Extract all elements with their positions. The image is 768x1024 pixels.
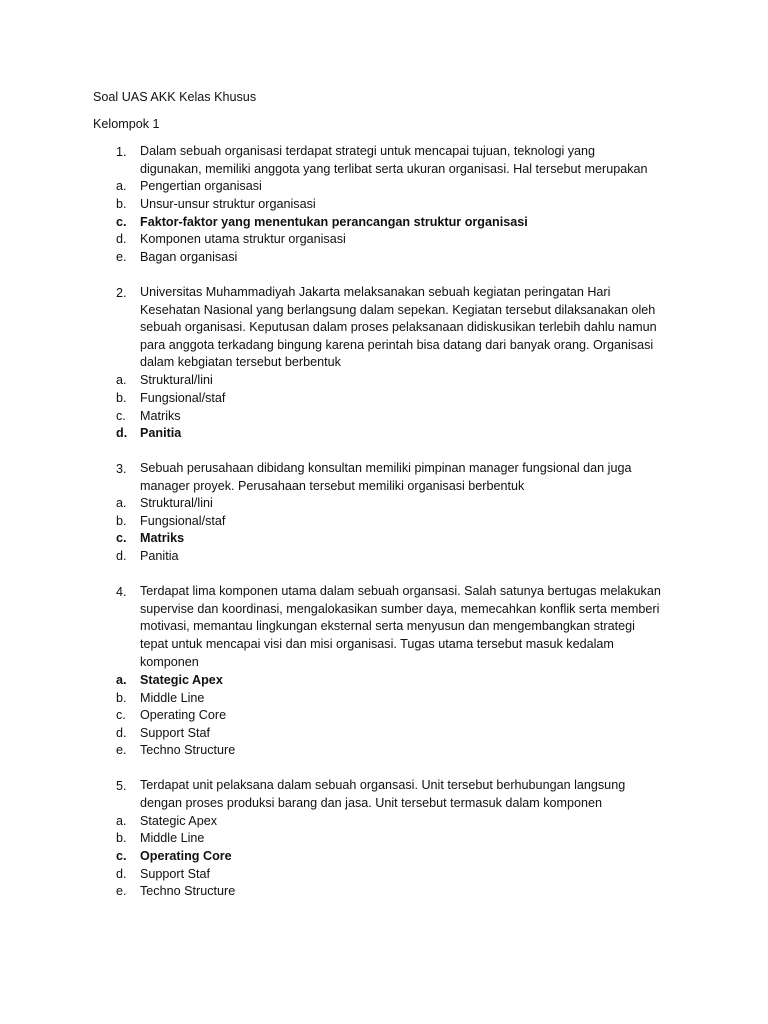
option-text: Stategic Apex (140, 673, 223, 687)
document-title: Soal UAS AKK Kelas Khusus (93, 90, 257, 104)
option-text: Struktural/lini (140, 496, 213, 510)
option-letter: a. (116, 179, 127, 193)
question-4-option-e (116, 742, 235, 758)
question-5-option-c (116, 848, 232, 864)
question-4-line-3: motivasi, memantau lingkungan eksternal serta menyusun dan mengembangkan strategi (140, 619, 635, 633)
option-letter: b. (116, 831, 127, 845)
question-4-option-d (116, 725, 210, 741)
question-5-number: 5. (116, 779, 127, 793)
option-text: Middle Line (140, 831, 205, 845)
question-5-line-2: dengan proses produksi barang dan jasa. Unit tersebut termasuk dalam komponen (140, 796, 603, 810)
question-5-line-1: Terdapat unit pelaksana dalam sebuah organsasi. Unit tersebut berhubungan langsung (140, 778, 626, 792)
question-2-line-2: Kesehatan Nasional yang berlangsung dalam sepekan. Kegiatan tersebut dilaksanakan oleh (140, 303, 656, 317)
option-letter: a. (116, 373, 127, 387)
option-letter: b. (116, 197, 127, 211)
option-letter: d. (116, 426, 128, 440)
option-text: Struktural/lini (140, 373, 213, 387)
question-1-option-b (116, 196, 316, 212)
option-letter: e. (116, 250, 127, 264)
question-4-option-a (116, 672, 223, 688)
option-text: Komponen utama struktur organisasi (140, 232, 346, 246)
option-text: Bagan organisasi (140, 250, 238, 264)
question-2-line-3: sebuah organisasi. Keputusan dalam proses pelaksanaan didiskusikan terlebih dahlu namun (140, 320, 657, 334)
question-3-line-2: manager proyek. Perusahaan tersebut memiliki organisasi berbentuk (140, 479, 525, 493)
option-text: Support Staf (140, 726, 211, 740)
question-1-option-c (116, 214, 528, 230)
question-4-line-5: komponen (140, 655, 199, 669)
option-text: Faktor-faktor yang menentukan perancangan struktur organisasi (140, 215, 528, 229)
option-letter: b. (116, 391, 127, 405)
question-2-option-d (116, 425, 181, 441)
question-4-number: 4. (116, 585, 127, 599)
option-letter: b. (116, 514, 127, 528)
option-letter: c. (116, 409, 126, 423)
option-text: Techno Structure (140, 743, 236, 757)
question-4-line-1: Terdapat lima komponen utama dalam sebuah organsasi. Salah satunya bertugas melakukan (140, 584, 661, 598)
option-letter: c. (116, 531, 127, 545)
question-2-option-c (116, 408, 181, 424)
question-4-line-2: supervise dan koordinasi, mengalokasikan sumber daya, memecahkan konflik serta memberi (140, 602, 660, 616)
option-letter: c. (116, 849, 127, 863)
option-letter: d. (116, 867, 127, 881)
option-letter: e. (116, 743, 127, 757)
option-letter: d. (116, 549, 127, 563)
question-3-option-d (116, 548, 179, 564)
question-3-option-a (116, 495, 213, 511)
question-2-number: 2. (116, 286, 127, 300)
option-letter: d. (116, 726, 127, 740)
question-2-option-b (116, 390, 225, 406)
option-text: Fungsional/staf (140, 514, 226, 528)
option-letter: a. (116, 496, 127, 510)
option-letter: d. (116, 232, 127, 246)
option-letter: a. (116, 673, 127, 687)
question-5-option-a (116, 813, 217, 829)
question-1-line-1: Dalam sebuah organisasi terdapat strategi untuk mencapai tujuan, teknologi yang (140, 144, 596, 158)
question-5-option-b (116, 830, 204, 846)
option-text: Stategic Apex (140, 814, 218, 828)
option-text: Support Staf (140, 867, 211, 881)
question-3-option-b (116, 513, 225, 529)
question-3-line-1: Sebuah perusahaan dibidang konsultan memiliki pimpinan manager fungsional dan juga (140, 461, 632, 475)
question-4-option-b (116, 690, 204, 706)
question-4-option-c (116, 707, 226, 723)
question-2-option-a (116, 372, 213, 388)
option-text: Unsur-unsur struktur organisasi (140, 197, 316, 211)
option-text: Operating Core (140, 708, 227, 722)
question-3-option-c (116, 530, 184, 546)
question-5-option-e (116, 883, 235, 899)
question-4-line-4: tepat untuk mencapai visi dan misi organisasi. Tugas utama tersebut masuk kedalam (140, 637, 614, 651)
question-1-option-e (116, 249, 237, 265)
option-text: Matriks (140, 409, 181, 423)
option-text: Operating Core (140, 849, 232, 863)
question-2-line-1: Universitas Muhammadiyah Jakarta melaksanakan sebuah kegiatan peringatan Hari (140, 285, 611, 299)
option-letter: a. (116, 814, 127, 828)
option-text: Matriks (140, 531, 185, 545)
option-text: Techno Structure (140, 884, 236, 898)
question-1-number: 1. (116, 145, 127, 159)
option-letter: b. (116, 691, 127, 705)
option-text: Panitia (140, 426, 182, 440)
question-1-option-a (116, 178, 262, 194)
question-1-option-d (116, 231, 346, 247)
option-letter: c. (116, 708, 126, 722)
option-text: Pengertian organisasi (140, 179, 262, 193)
question-2-line-4: para anggota terkadang bingung karena perintah bisa datang dari banyak orang. Organisasi (140, 338, 654, 352)
option-text: Fungsional/staf (140, 391, 226, 405)
question-5-option-d (116, 866, 210, 882)
option-text: Panitia (140, 549, 179, 563)
option-letter: e. (116, 884, 127, 898)
question-2-line-5: dalam kebgiatan tersebut berbentuk (140, 355, 341, 369)
group-label: Kelompok 1 (93, 117, 160, 131)
question-1-line-2: digunakan, memiliki anggota yang terlibat serta ukuran organisasi. Hal tersebut merupakan (140, 162, 648, 176)
option-letter: c. (116, 215, 127, 229)
option-text: Middle Line (140, 691, 205, 705)
question-3-number: 3. (116, 462, 127, 476)
